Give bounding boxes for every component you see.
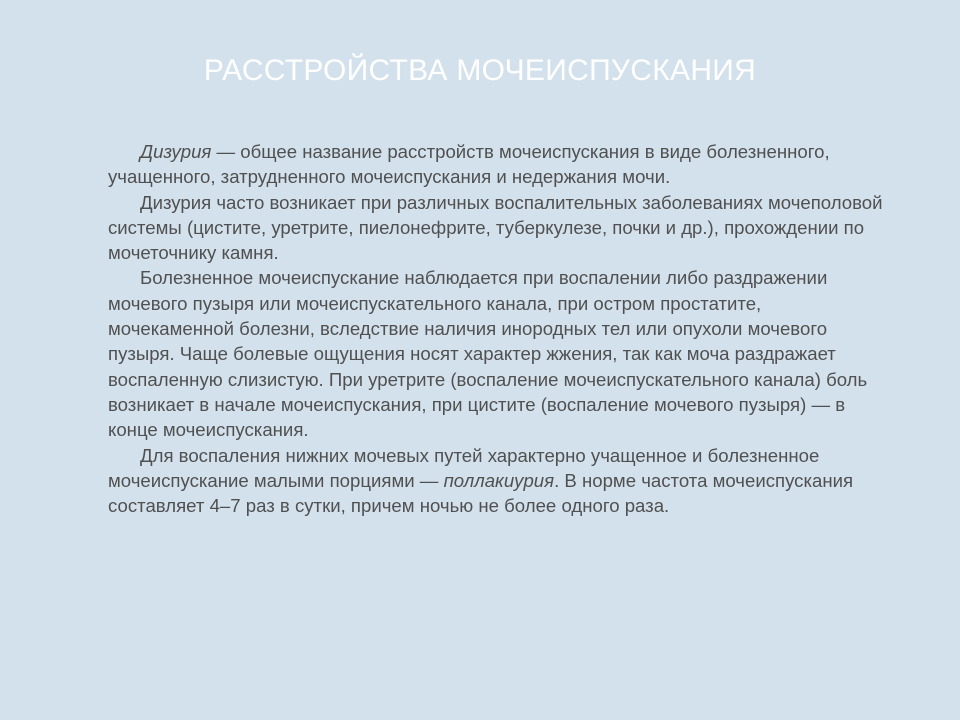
paragraph-text: Дизурия часто возникает при различных воспалительных заболеваниях мочеполовой системы (цистите, уретрите, пиелонефрите, туберкулезе, почки и др.), прохождении по мочеточнику камня. <box>108 191 883 264</box>
paragraph-pollakiuria <box>108 443 888 519</box>
paragraph-text-before: Для воспаления нижних мочевых путей характерно учащенное и болезненное мочеиспускание малыми порциями — <box>108 444 820 491</box>
paragraph-text: Болезненное мочеиспускание наблюдается при воспалении либо раздражении мочевого пузыря или мочеиспускательного канала, при остром простатите, мочекаменной болезни, вследствие наличия инородных тел или опухоли мочевого пузыря. Чаще болевые ощущения носят характер жжения, так как моча раздражает воспаленную слизистую. При уретрите (воспаление мочеиспускательного канала) боль возникает в начале мочеиспускания, при цистите (воспаление мочевого пузыря) — в конце мочеиспускания. <box>108 267 868 441</box>
paragraph-dysuria-causes <box>108 190 888 266</box>
paragraph-dysuria-definition <box>108 139 888 190</box>
term-pollakiuria: поллакиурия <box>443 469 555 491</box>
term-dysuria: Дизурия <box>140 141 212 162</box>
paragraph-text-after: . В норме частота мочеиспускания составляет 4–7 раз в сутки, причем ночью не более одного раза. <box>108 469 854 517</box>
slide-title: РАССТРОЙСТВА МОЧЕИСПУСКАНИЯ <box>203 54 757 87</box>
slide-body <box>108 139 888 518</box>
paragraph-text: — общее название расстройств мочеиспускания в виде болезненного, учащенного, затрудненного мочеиспускания и недержания мочи. <box>108 141 830 188</box>
paragraph-painful-urination <box>108 265 888 442</box>
